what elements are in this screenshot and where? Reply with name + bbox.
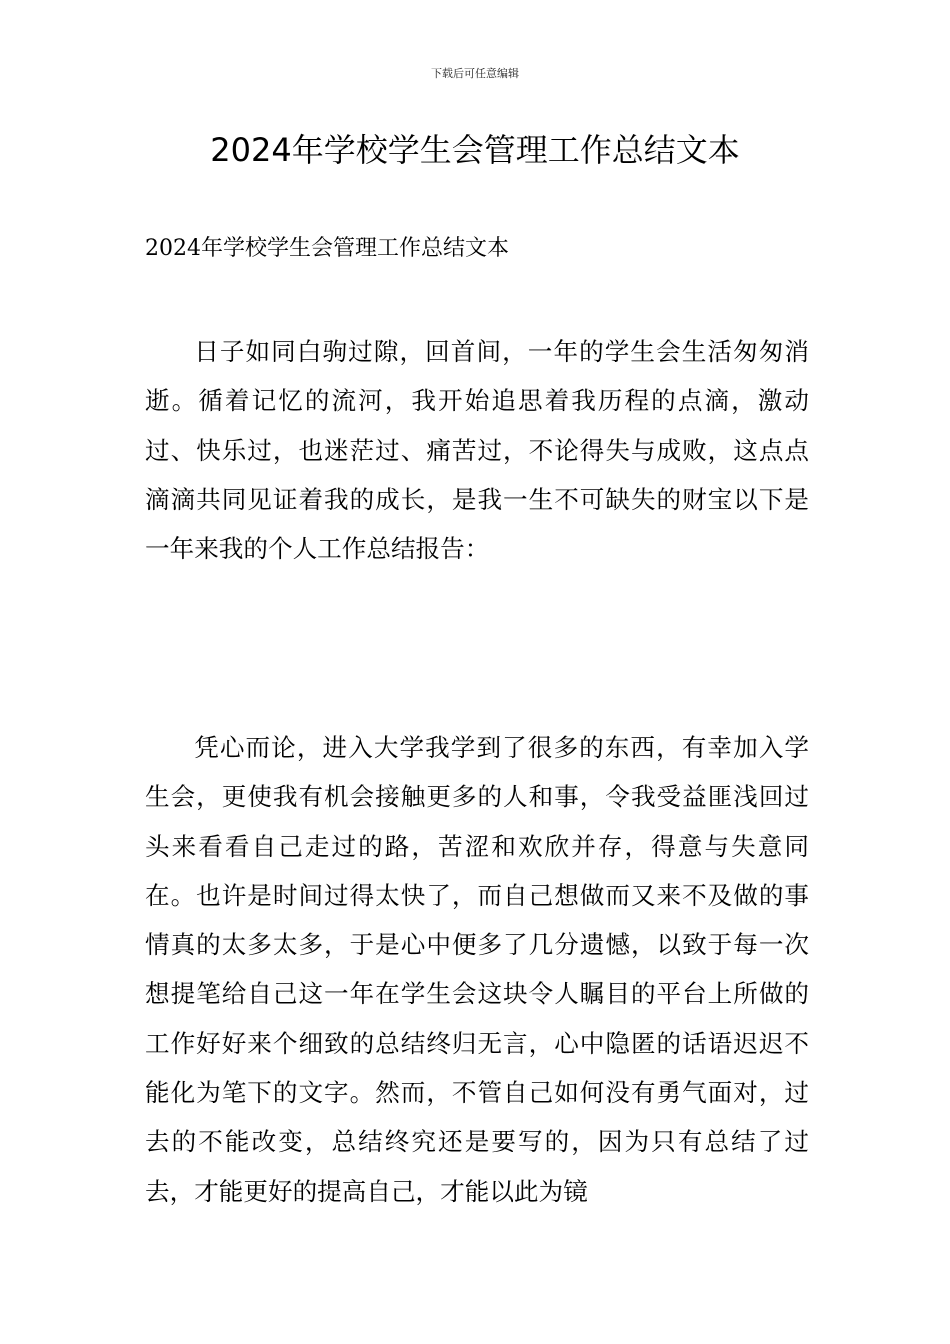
body-paragraph-1: 日子如同白驹过隙，回首间，一年的学生会生活匆匆消逝。循着记忆的流河，我开始追思着我历程的点滴，激动过、快乐过，也迷茫过、痛苦过，不论得失与成败，这点点滴滴共同见证着我的成长，是我一生不可缺失的财宝以下是一年来我的个人工作总结报告： <box>145 337 809 564</box>
document-subtitle: 2024年学校学生会管理工作总结文本 <box>145 236 509 261</box>
document-title: 2024年学校学生会管理工作总结文本 <box>210 131 740 169</box>
body-paragraph-2: 凭心而论，进入大学我学到了很多的东西，有幸加入学生会，更使我有机会接触更多的人和事，令我受益匪浅回过头来看看自己走过的路，苦涩和欢欣并存，得意与失意同在。也许是时间过得太快了，而自己想做而又来不及做的事情真的太多太多，于是心中便多了几分遗憾，以致于每一次想提笔给自己这一年在学生会这块令人瞩目的平台上所做的工作好好来个细致的总结终归无言，心中隐匿的话语迟迟不能化为笔下的文字。然而，不管自己如何没有勇气面对，过去的不能改变，总结终究还是要写的，因为只有总结了过去，才能更好的提高自己，才能以此为镜 <box>145 733 809 1206</box>
header-note: 下载后可任意编辑 <box>431 67 519 80</box>
